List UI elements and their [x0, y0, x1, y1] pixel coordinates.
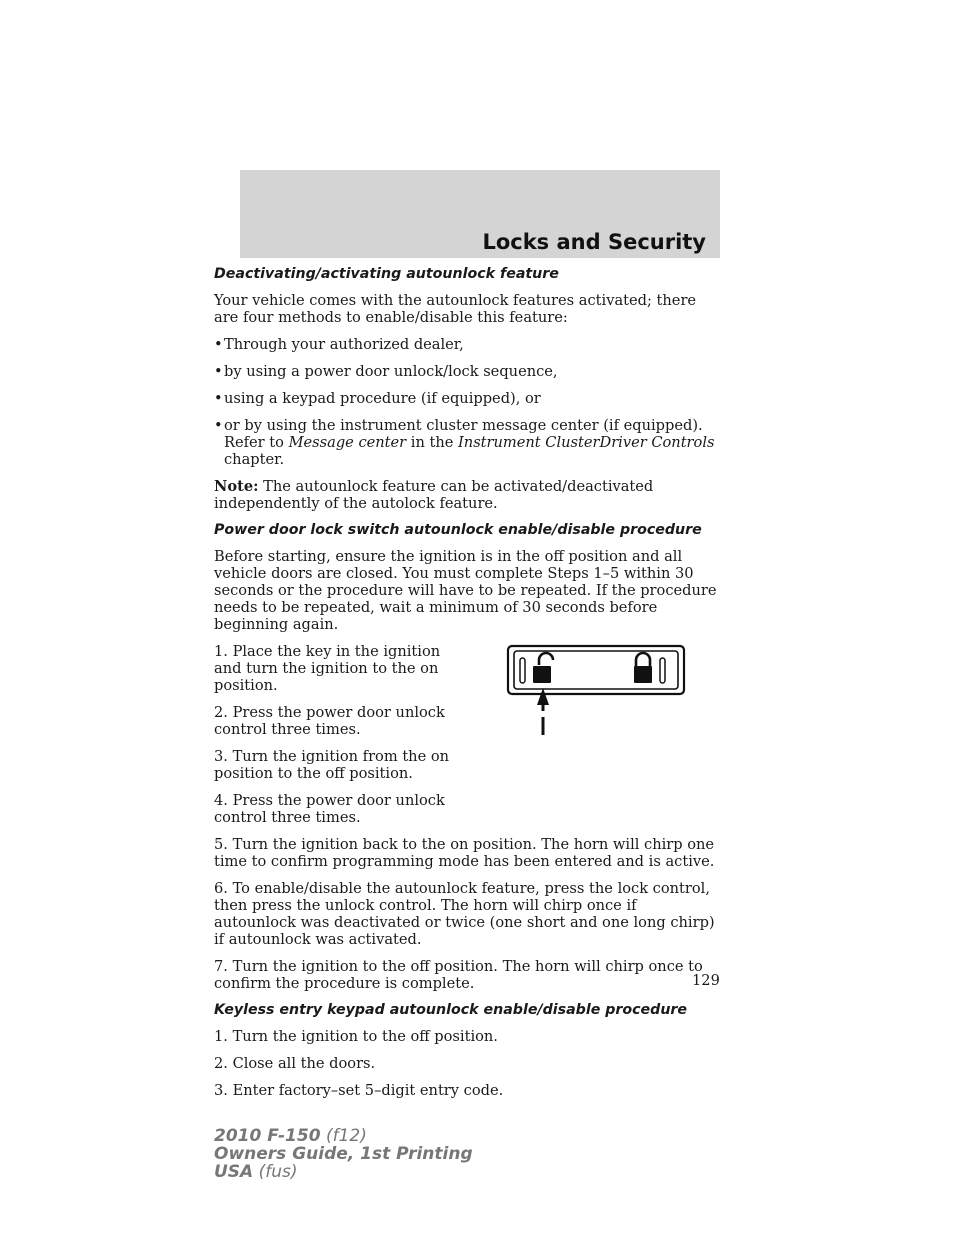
footer-model: 2010 F-150 [214, 1126, 321, 1146]
footer-market-code: (fus) [253, 1162, 298, 1182]
footer-print-info [214, 1127, 473, 1181]
note-paragraph [214, 478, 720, 512]
bullet-text: by using a power door unlock/lock sequence, [224, 363, 558, 380]
heading-keyless-entry: Keyless entry keypad autounlock enable/disable procedure [214, 1002, 688, 1018]
bullet-dot-icon: • [214, 417, 223, 434]
bullet-item [214, 363, 720, 380]
page-number: 129 [692, 972, 720, 989]
lock-icon [634, 653, 665, 683]
footer-line [214, 1127, 473, 1145]
bullet-item [214, 336, 720, 353]
header-band [240, 170, 720, 258]
footer-line [214, 1163, 473, 1181]
heading-power-door-lock: Power door lock switch autounlock enable/disable procedure [214, 522, 702, 538]
step-item: 5. Turn the ignition back to the on position. The horn will chirp one time to confirm programming mode has been entered and is active. [214, 836, 715, 870]
note-text: The autounlock feature can be activated/deactivated independently of the autolock feature. [214, 478, 654, 512]
bullet-dot-icon: • [214, 390, 223, 407]
step-item: 2. Press the power door unlock control three times. [214, 704, 445, 738]
bullet-text-part: or by using the instrument cluster message center (if equipped). Refer to [224, 417, 703, 451]
reference-message-center: Message center [288, 434, 407, 451]
step-item: 6. To enable/disable the autounlock feature, press the lock control, then press the unlock control. The horn will chirp once if autounlock was deactivated or twice (one short and one long chirp) if autounlock was activated. [214, 880, 715, 948]
reference-instrument-cluster: Instrument ClusterDriver Controls [458, 434, 715, 451]
bullet-item [214, 417, 720, 468]
paragraph-before-starting: Before starting, ensure the ignition is in the off position and all vehicle doors are closed. You must complete Steps 1–5 within 30 seconds or the procedure will have to be repeated. If the procedure needs to be repeated, wait a minimum of 30 seconds before beginning again. [214, 548, 717, 633]
paragraph-intro: Your vehicle comes with the autounlock features activated; there are four methods to enable/disable this feature: [214, 292, 697, 326]
step-item: 4. Press the power door unlock control three times. [214, 792, 445, 826]
door-lock-switch-illustration [506, 643, 686, 743]
bullet-text: Through your authorized dealer, [224, 336, 464, 353]
heading-deactivating-autounlock: Deactivating/activating autounlock feature [214, 266, 559, 282]
step-item: 7. Turn the ignition to the off position. The horn will chirp once to confirm the procedure is complete. [214, 958, 703, 992]
footer-market: USA [214, 1162, 254, 1182]
section-title: Locks and Security [482, 230, 706, 254]
bullet-item [214, 390, 720, 407]
bullet-dot-icon: • [214, 336, 223, 353]
step-item: 1. Place the key in the ignition and turn the ignition to the on position. [214, 643, 441, 694]
note-label: Note: [214, 478, 259, 495]
step-item: 3. Turn the ignition from the on position to the off position. [214, 748, 450, 782]
bullet-text-part: chapter. [224, 451, 285, 468]
bullet-text: using a keypad procedure (if equipped), or [224, 390, 541, 407]
unlock-icon [520, 653, 553, 683]
bullet-text [224, 417, 720, 468]
bullet-text-part: in the [406, 434, 459, 451]
bullet-dot-icon: • [214, 363, 223, 380]
step-item: 3. Enter factory–set 5–digit entry code. [214, 1082, 504, 1099]
step-item: 1. Turn the ignition to the off position. [214, 1028, 498, 1045]
page-content [214, 266, 720, 1109]
footer-model-code: (f12) [320, 1126, 367, 1146]
step-item: 2. Close all the doors. [214, 1055, 376, 1072]
footer-guide: Owners Guide, 1st Printing [214, 1144, 473, 1164]
steps-with-figure [214, 643, 720, 826]
